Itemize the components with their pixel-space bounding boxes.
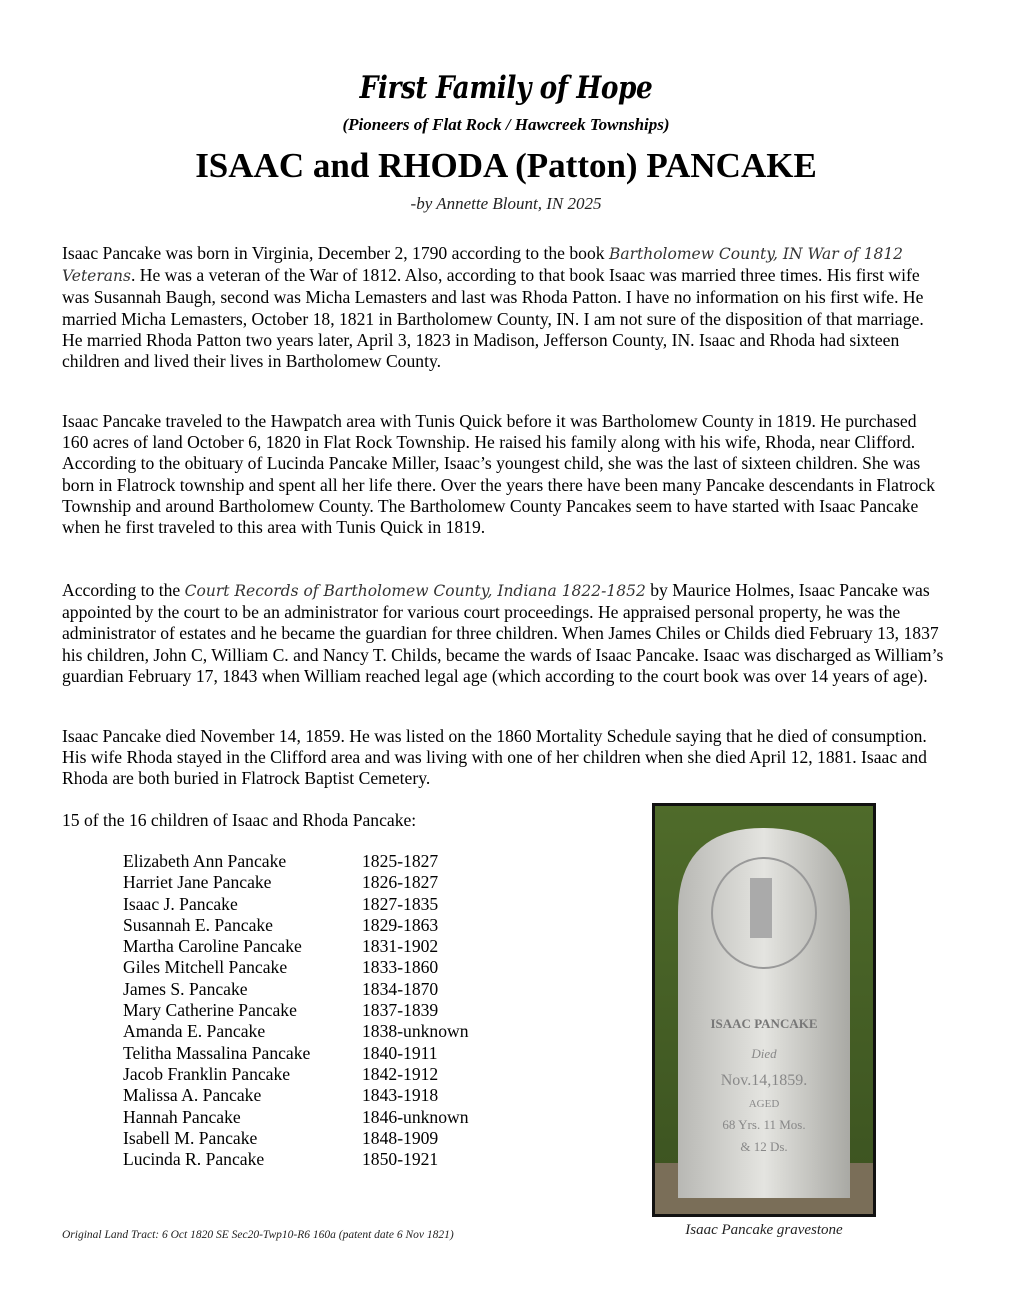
inscription-died: Died <box>751 1046 777 1061</box>
inscription-age: 68 Yrs. 11 Mos. <box>722 1117 806 1132</box>
child-years: 1846-unknown <box>362 1106 469 1127</box>
child-years: 1826-1827 <box>362 872 439 893</box>
child-name: Giles Mitchell Pancake <box>123 957 288 978</box>
byline: -by Annette Blount, IN 2025 <box>410 194 602 213</box>
child-row <box>123 1128 469 1149</box>
child-row <box>123 894 469 915</box>
child-name: Elizabeth Ann Pancake <box>123 851 287 871</box>
child-row <box>123 957 469 978</box>
text: by Maurice Holmes, Isaac Pancake was appointed by the court to be an administrator for various court proceedings. He appraised personal property, he was the administrator of estates and he became the guardian for three children. When James Chiles or Childs died February 13, 1837 his children, John C, William C. and Nancy T. Childs, became the wards of Isaac Pancake. Isaac was discharged as William’s guardian February 17, 1843 when William reached legal age (which according to the court book was over 14 years of age). <box>62 580 944 686</box>
child-name: Harriet Jane Pancake <box>123 872 272 893</box>
child-row <box>123 1107 469 1128</box>
child-name: James S. Pancake <box>123 978 248 999</box>
child-name: Susannah E. Pancake <box>123 914 273 935</box>
child-years: 1840-1911 <box>362 1042 438 1063</box>
child-row <box>123 1000 469 1021</box>
child-years: 1843-1918 <box>362 1085 439 1106</box>
child-name: Malissa A. Pancake <box>123 1085 262 1106</box>
child-years: 1833-1860 <box>362 957 439 978</box>
inscription-aged: AGED <box>748 1098 780 1110</box>
paragraph-death: Isaac Pancake died November 14, 1859. He was listed on the 1860 Mortality Schedule saying that he died of consumption. His wife Rhoda stayed in the Clifford area and was living with one of her children when she died April 12, 1881. Isaac and Rhoda are both buried in Flatrock Baptist Cemetery. <box>62 726 927 789</box>
child-years: 1831-1902 <box>362 936 439 957</box>
list-intro: 15 of the 16 children of Isaac and Rhoda Pancake: <box>62 810 417 830</box>
child-name: Jacob Franklin Pancake <box>123 1063 291 1084</box>
child-name: Amanda E. Pancake <box>123 1021 266 1042</box>
child-name: Hannah Pancake <box>123 1106 241 1127</box>
inscription-name: ISAAC PANCAKE <box>710 1016 818 1031</box>
child-row <box>123 1021 469 1042</box>
text: Isaac Pancake was born in Virginia, December 2, 1790 according to the book <box>62 243 609 263</box>
child-row <box>123 915 469 936</box>
child-years: 1837-1839 <box>362 1000 439 1021</box>
child-row <box>123 1085 469 1106</box>
child-years: 1838-unknown <box>362 1021 469 1042</box>
child-years: 1834-1870 <box>362 978 439 999</box>
children-list <box>123 851 469 1170</box>
child-years: 1850-1921 <box>362 1149 439 1170</box>
child-name: Isabell M. Pancake <box>123 1127 258 1148</box>
photo-caption: Isaac Pancake gravestone <box>685 1222 843 1238</box>
child-row <box>123 1064 469 1085</box>
subtitle: (Pioneers of Flat Rock / Hawcreek Townships) <box>342 115 670 134</box>
text: According to the <box>62 580 185 600</box>
book-title: Court Records of Bartholomew County, Indiana 1822-1852 <box>184 582 646 600</box>
child-years: 1848-1909 <box>362 1127 439 1148</box>
child-name: Telitha Massalina Pancake <box>123 1042 311 1063</box>
child-name: Isaac J. Pancake <box>123 893 238 914</box>
paragraph-hawpatch: Isaac Pancake traveled to the Hawpatch area with Tunis Quick before it was Bartholomew County in 1819. He purchased 160 acres of land October 6, 1820 in Flat Rock Township. He raised his family along with his wife, Rhoda, near Clifford. According to the obituary of Lucinda Pancake Miller, Isaac’s youngest child, she was the last of sixteen children. She was born in Flatrock township and spent all her life there. Over the years there have been many Pancake descendants in Flatrock Township and around Bartholomew County. The Bartholomew County Pancakes seem to have started with Isaac Pancake when he first traveled to this area with Tunis Quick in 1819. <box>62 411 936 538</box>
child-row <box>123 1043 469 1064</box>
child-years: 1829-1863 <box>362 914 439 935</box>
child-years: 1827-1835 <box>362 893 439 914</box>
book-title: Bartholomew County, IN War of 1812 Veterans <box>62 245 904 286</box>
text: . He was a veteran of the War of 1812. Also, according to that book Isaac was married three times. His first wife was Susannah Baugh, second was Micha Lemasters and last was Rhoda Patton. I have no information on his first wife. He married Micha Lemasters, October 18, 1821 in Bartholomew County, IN. I am not sure of the disposition of that marriage. He married Rhoda Patton two years later, April 3, 1823 in Madison, Jefferson County, IN. Isaac and Rhoda had sixteen children and lived their lives in Bartholomew County. <box>62 265 924 372</box>
inscription-date: Nov.14,1859. <box>720 1072 808 1089</box>
child-row <box>123 936 469 957</box>
inscription-days: & 12 Ds. <box>740 1139 788 1154</box>
child-name: Mary Catherine Pancake <box>123 1000 297 1021</box>
paragraph-birth <box>62 243 947 372</box>
child-row <box>123 851 469 872</box>
child-name: Martha Caroline Pancake <box>123 936 302 957</box>
gravestone-photo <box>652 803 876 1217</box>
child-row <box>123 872 469 893</box>
land-tract-footnote: Original Land Tract: 6 Oct 1820 SE Sec20-Twp10-R6 160a (patent date 6 Nov 1821) <box>62 1229 454 1241</box>
page-title: ISAAC and RHODA (Patton) PANCAKE <box>195 146 817 185</box>
child-years: 1825-1827 <box>362 851 439 871</box>
child-row <box>123 1149 469 1170</box>
paragraph-court <box>62 580 947 687</box>
child-row <box>123 979 469 1000</box>
child-name: Lucinda R. Pancake <box>123 1149 265 1170</box>
child-years: 1842-1912 <box>362 1063 439 1084</box>
series-title: First Family of Hope <box>359 70 653 106</box>
